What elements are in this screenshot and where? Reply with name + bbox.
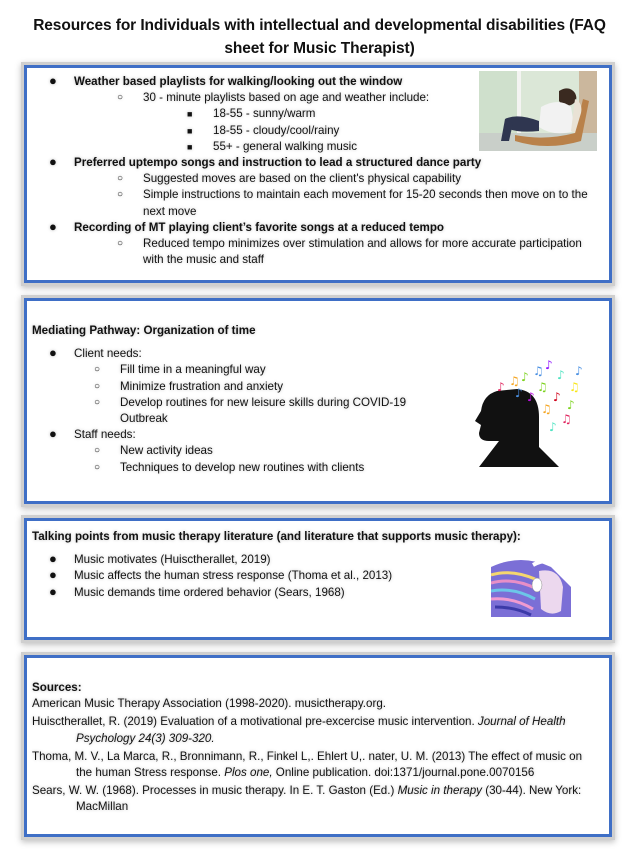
circle-bullet-icon: ○ (117, 92, 124, 104)
list-item: ○ Minimize frustration and anxiety (32, 379, 592, 395)
svg-text:♪: ♪ (497, 380, 505, 394)
list-item: ● Music affects the human stress response (Thoma et al., 2013) (49, 567, 393, 583)
list-item: ● Preferred uptempo songs and instruction to lead a structured dance party (49, 154, 482, 170)
svg-text:♪: ♪ (549, 420, 557, 434)
mediating-pathway-box (24, 298, 612, 504)
reference: Thoma, M. V., La Marca, R., Bronnimann, R., Finkel L,. Ehlert U,. nater, U. M. (2013) The effect of music on the human Stress response. Plos one, Online publication. doi:1371/journal.pone.0070156 (32, 749, 583, 780)
headphones-woman-image (491, 557, 575, 617)
head-music-notes-icon (457, 351, 587, 471)
bullet-icon: ● (49, 426, 57, 442)
bullet-icon: ● (49, 551, 57, 567)
svg-text:♪: ♪ (557, 368, 565, 382)
page-title: Resources for Individuals with intellectual and developmental disabilities (FAQ sheet for Music Therapist) (33, 17, 606, 57)
list-item: ■ 55+ - general walking music (27, 139, 607, 155)
section-heading: Talking points from music therapy literature (and literature that supports music therapy): (32, 530, 521, 543)
list-item: ○ Techniques to develop new routines with clients (32, 460, 592, 476)
bullet-icon: ● (49, 583, 57, 599)
square-bullet-icon: ■ (187, 109, 193, 120)
list-item: ● Recording of MT playing client’s favorite songs at a reduced tempo (49, 218, 444, 234)
list-item: ○ Reduced tempo minimizes over stimulation and allows for more accurate participation with the music and staff (117, 237, 582, 267)
svg-text:♫: ♫ (533, 364, 544, 378)
svg-text:♫: ♫ (541, 402, 552, 416)
list-item: ○ Develop routines for new leisure skills during COVID-19 Outbreak (94, 395, 407, 426)
list-item: ■ 18-55 - sunny/warm (27, 106, 607, 122)
svg-text:♫: ♫ (569, 380, 580, 394)
bullet-icon: ● (49, 73, 57, 88)
circle-bullet-icon: ○ (94, 461, 101, 473)
list-item: ● Music demands time ordered behavior (Sears, 1968) (49, 583, 345, 599)
list-item: ○ Simple instructions to maintain each movement for 15-20 seconds then move on to the next move (117, 188, 588, 218)
relaxing-man-image (479, 71, 597, 151)
bullet-icon: ● (49, 154, 57, 170)
list-item: ○ Fill time in a meaningful way (32, 362, 592, 378)
resources-box (24, 65, 612, 283)
woman-headphones-icon (491, 557, 575, 617)
svg-text:♪: ♪ (521, 370, 529, 384)
svg-text:♪: ♪ (575, 364, 583, 378)
list-item: ■ 18-55 - cloudy/cool/rainy (27, 123, 607, 139)
reference: Huisctherallet, R. (2019) Evaluation of a motivational pre-excercise music intervention. Journal of Health Psychology 24(3) 309-320. (32, 715, 566, 745)
list-item: ○ New activity ideas (32, 443, 592, 459)
list-item: ● Client needs: (49, 345, 142, 361)
svg-text:♫: ♫ (537, 380, 548, 394)
reference: American Music Therapy Association (1998-2020). musictherapy.org. (32, 697, 386, 711)
bullet-icon: ● (49, 218, 57, 234)
svg-text:♫: ♫ (561, 412, 572, 426)
list-item: ○ 30 - minute playlists based on age and weather include: (27, 90, 607, 106)
list-item: ● Staff needs: (49, 426, 136, 442)
square-bullet-icon: ■ (187, 125, 193, 136)
bullet-icon: ● (49, 567, 57, 583)
list-item: ● Music motivates (Huisctherallet, 2019) (49, 551, 271, 567)
circle-bullet-icon: ○ (117, 173, 124, 185)
circle-bullet-icon: ○ (117, 189, 124, 201)
man-relaxing-icon (479, 71, 597, 151)
circle-bullet-icon: ○ (94, 364, 101, 376)
circle-bullet-icon: ○ (94, 380, 101, 392)
svg-text:♪: ♪ (567, 398, 575, 412)
svg-text:♪: ♪ (553, 390, 561, 404)
list-item: ○ Suggested moves are based on the client's physical capability (27, 171, 607, 187)
reference: Sears, W. W. (1968). Processes in music therapy. In E. T. Gaston (Ed.) Music in therapy (30-44). New York: MacMillan (32, 784, 582, 814)
section-heading: Sources: (32, 681, 82, 694)
sources-box (24, 655, 612, 837)
section-heading: Mediating Pathway: Organization of time (32, 324, 256, 337)
circle-bullet-icon: ○ (94, 445, 101, 457)
bullet-icon: ● (49, 345, 57, 361)
svg-text:♪: ♪ (545, 358, 553, 372)
circle-bullet-icon: ○ (94, 396, 101, 408)
svg-text:♫: ♫ (509, 374, 520, 388)
svg-text:♪: ♪ (515, 386, 523, 400)
list-item: ● Weather based playlists for walking/looking out the window (49, 73, 403, 88)
music-head-image (457, 351, 587, 471)
circle-bullet-icon: ○ (117, 238, 124, 250)
svg-text:♪: ♪ (527, 390, 535, 404)
talking-points-box (24, 518, 612, 640)
square-bullet-icon: ■ (187, 141, 193, 152)
